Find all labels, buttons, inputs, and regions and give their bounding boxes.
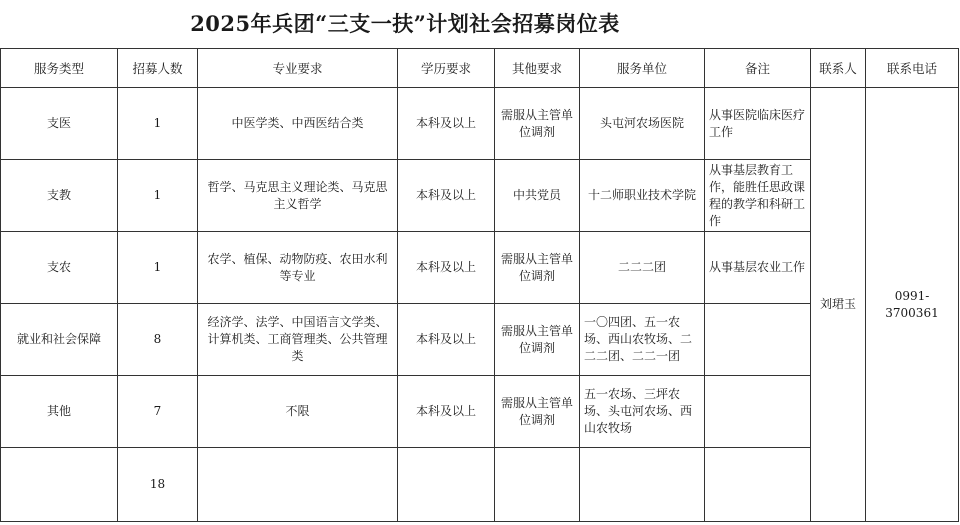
cell-education: 本科及以上 xyxy=(398,160,495,232)
cell-count: 1 xyxy=(118,88,198,160)
cell-other: 需服从主管单位调剂 xyxy=(495,88,580,160)
cell-note: 从事基层农业工作 xyxy=(705,232,811,304)
cell-type: 其他 xyxy=(1,376,118,448)
cell-unit xyxy=(580,448,705,522)
cell-count: 8 xyxy=(118,304,198,376)
header-unit: 服务单位 xyxy=(580,49,705,88)
cell-type: 就业和社会保障 xyxy=(1,304,118,376)
cell-note: 从事基层教育工作，能胜任思政课程的教学和科研工作 xyxy=(705,160,811,232)
cell-education: 本科及以上 xyxy=(398,88,495,160)
header-count: 招募人数 xyxy=(118,49,198,88)
cell-education: 本科及以上 xyxy=(398,232,495,304)
cell-type: 支农 xyxy=(1,232,118,304)
cell-major xyxy=(198,448,398,522)
cell-major: 经济学、法学、中国语言文学类、计算机类、工商管理类、公共管理类 xyxy=(198,304,398,376)
header-row xyxy=(1,49,959,88)
cell-type: 支教 xyxy=(1,160,118,232)
cell-other: 需服从主管单位调剂 xyxy=(495,304,580,376)
cell-education: 本科及以上 xyxy=(398,304,495,376)
contact-name: 刘珺玉 xyxy=(811,88,866,522)
cell-other: 需服从主管单位调剂 xyxy=(495,232,580,304)
cell-count: 1 xyxy=(118,160,198,232)
cell-major: 中医学类、中西医结合类 xyxy=(198,88,398,160)
cell-unit: 五一农场、三坪农场、头屯河农场、西山农牧场 xyxy=(580,376,705,448)
cell-other: 中共党员 xyxy=(495,160,580,232)
header-contact: 联系人 xyxy=(811,49,866,88)
header-note: 备注 xyxy=(705,49,811,88)
page-title: 2025年兵团“三支一扶”计划社会招募岗位表 xyxy=(190,11,620,36)
cell-education: 本科及以上 xyxy=(398,376,495,448)
cell-unit: 头屯河农场医院 xyxy=(580,88,705,160)
cell-education xyxy=(398,448,495,522)
cell-note xyxy=(705,448,811,522)
cell-count: 1 xyxy=(118,232,198,304)
cell-major: 不限 xyxy=(198,376,398,448)
header-service-type: 服务类型 xyxy=(1,49,118,88)
cell-major: 农学、植保、动物防疫、农田水利等专业 xyxy=(198,232,398,304)
header-phone: 联系电话 xyxy=(866,49,959,88)
cell-unit: 二二二团 xyxy=(580,232,705,304)
cell-count: 7 xyxy=(118,376,198,448)
cell-other xyxy=(495,448,580,522)
cell-type xyxy=(1,448,118,522)
contact-phone: 0991-3700361 xyxy=(866,88,959,522)
header-major: 专业要求 xyxy=(198,49,398,88)
cell-note xyxy=(705,304,811,376)
total-count: 18 xyxy=(118,448,198,522)
cell-unit: 一〇四团、五一农场、西山农牧场、二二二团、二二一团 xyxy=(580,304,705,376)
header-other: 其他要求 xyxy=(495,49,580,88)
cell-type: 支医 xyxy=(1,88,118,160)
header-education: 学历要求 xyxy=(398,49,495,88)
table-row xyxy=(1,88,959,160)
recruitment-table xyxy=(0,48,959,522)
cell-unit: 十二师职业技术学院 xyxy=(580,160,705,232)
cell-other: 需服从主管单位调剂 xyxy=(495,376,580,448)
cell-note: 从事医院临床医疗工作 xyxy=(705,88,811,160)
cell-note xyxy=(705,376,811,448)
cell-major: 哲学、马克思主义理论类、马克思主义哲学 xyxy=(198,160,398,232)
